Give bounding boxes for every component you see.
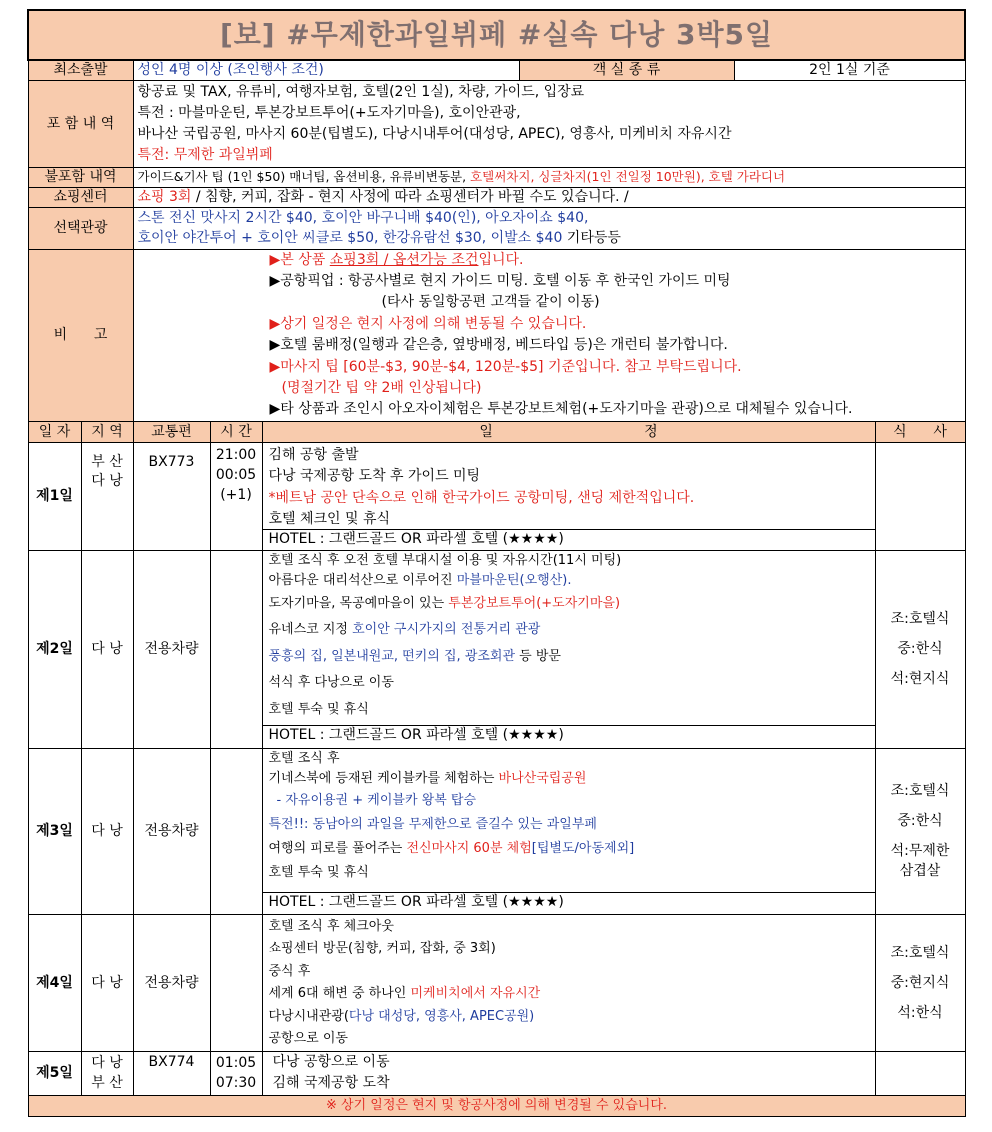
itinerary-line: 다낭 공항으로 이동	[272, 1054, 390, 1071]
remarks-line: ▶타 상품과 조인시 아오자이체험은 투본강보트체험(+도자기마을 관광)으로 대체될수 있습니다.	[269, 401, 853, 418]
meals-cell	[875, 914, 965, 1051]
included-label: 포 함 내 역	[28, 80, 133, 167]
time-cell	[210, 550, 262, 748]
options-tail: 기타등등	[562, 230, 621, 246]
itinerary-cell	[262, 1051, 875, 1095]
region-text: 다 낭	[91, 1055, 123, 1072]
hotel-line: HOTEL : 그랜드골드 OR 파라셀 호텔 (★★★★)	[263, 529, 875, 549]
col-header-itinerary: 일 정	[262, 421, 875, 442]
meal-lunch: 중:한식	[897, 641, 943, 658]
itinerary-cell	[262, 748, 875, 914]
hotel-line: HOTEL : 그랜드골드 OR 파라셀 호텔 (★★★★)	[263, 892, 875, 912]
included-special: 특전: 무제한 과일뷔페	[137, 146, 273, 163]
itinerary-line: 석식 후 다낭으로 이동	[268, 675, 394, 691]
itinerary-line: - 자유이용권 + 케이블카 왕복 탑승	[276, 792, 476, 808]
min-departure-label: 최소출발	[28, 60, 133, 80]
shopping-label: 쇼핑센터	[28, 187, 133, 207]
itinerary-highlight: 미케비치에서 자유시간	[410, 986, 541, 1002]
itinerary-line: 쇼핑센터 방문(침향, 커피, 잡화, 중 3회)	[268, 941, 496, 957]
meal-lunch: 중:한식	[897, 813, 943, 830]
itinerary-line: 다낭 국제공항 도착 후 가이드 미팅	[268, 468, 481, 485]
page-title: [보] #무제한과일뷔페 #실속 다낭 3박5일	[28, 10, 965, 60]
itinerary-line: *베트남 공안 단속으로 인해 한국가이드 공항미팅, 샌딩 제한적입니다.	[268, 489, 695, 506]
meals-cell	[875, 1051, 965, 1095]
remarks-line: ▶마사지 팁 [60분-$3, 90분-$4, 120분-$5] 기준입니다. 참고 부탁드립니다.	[269, 358, 742, 375]
itinerary-line: 호텔 조식 후 오전 호텔 부대시설 이용 및 자유시간(11시 미팅)	[268, 552, 622, 568]
included-line: 항공료 및 TAX, 유류비, 여행자보험, 호텔(2인 1실), 차량, 가이드, 입장료	[137, 83, 585, 100]
itinerary-line: 등 방문	[515, 648, 561, 664]
time-text: 07:30	[215, 1075, 257, 1092]
itinerary-sheet	[27, 9, 964, 1117]
day-label: 제5일	[28, 1051, 81, 1095]
remarks-line-underlined: 쇼핑3회 / 옵션가능 조건	[329, 251, 479, 268]
itinerary-line: 세계 6대 해변 중 하나인	[268, 986, 411, 1002]
included-line: 바나산 국립공원, 마사지 60분(팁별도), 다낭시내투어(대성당, APEC), 영흥사, 미케비치 자유시간	[137, 125, 732, 142]
time-text: 00:05	[215, 466, 257, 483]
itinerary-line: 여행의 피로를 풀어주는	[268, 840, 407, 856]
meal-breakfast: 조:호텔식	[890, 611, 950, 628]
col-header-meals: 식 사	[875, 421, 965, 442]
day-row	[28, 550, 965, 748]
day-row	[28, 748, 965, 914]
time-cell	[210, 1051, 262, 1095]
time-text: 21:00	[215, 446, 257, 463]
remarks-marker: ▶	[269, 251, 281, 268]
excluded-label: 불포함 내역	[28, 167, 133, 187]
day-row	[28, 1051, 965, 1095]
remarks-line: (타사 동일항공편 고객들 같이 이동)	[381, 294, 600, 311]
itinerary-line: 다낭시내관광(	[268, 1008, 349, 1024]
region-cell	[81, 1051, 133, 1095]
transport-text: 전용차량	[133, 914, 210, 1051]
region-text: 부 산	[91, 453, 123, 470]
itinerary-note: [팁별도/아동제외]	[531, 840, 635, 856]
day-row	[28, 442, 965, 550]
col-header-time: 시 간	[210, 421, 262, 442]
itinerary-highlight: 바나산국립공원	[498, 770, 587, 786]
footer-notice: ※ 상기 일정은 현지 및 항공사정에 의해 변경될 수 있습니다.	[28, 1095, 965, 1116]
itinerary-table	[27, 9, 966, 1117]
room-type-label: 객 실 종 류	[519, 60, 734, 80]
options-line: 호이안 야간투어 + 호이안 씨클로 $50, 한강유람선 $30, 이발소 $40	[137, 230, 563, 246]
hotel-line: HOTEL : 그랜드골드 OR 파라셀 호텔 (★★★★)	[263, 725, 875, 745]
day-label: 제2일	[28, 550, 81, 748]
itinerary-line: 김해 공항 출발	[268, 446, 359, 463]
room-type-value: 2인 1실 기준	[734, 60, 965, 80]
remarks-line: 입니다.	[478, 251, 524, 268]
itinerary-highlight: 마블마운틴(오행산).	[456, 572, 572, 588]
itinerary-cell	[262, 550, 875, 748]
itinerary-line: 아름다운 대리석산으로 이루어진	[268, 572, 457, 588]
itinerary-line: 중식 후	[268, 963, 311, 979]
col-header-region: 지 역	[81, 421, 133, 442]
region-text: 다 낭	[81, 748, 133, 914]
day-label: 제1일	[28, 442, 81, 550]
meals-cell	[875, 550, 965, 748]
itinerary-line: 도자기마을, 목공예마을이 있는	[268, 595, 449, 611]
min-departure-value: 성인 4명 이상 (조인행사 조건)	[133, 60, 519, 80]
transport-flight: BX773	[133, 442, 210, 550]
meal-dinner: 석:한식	[897, 1004, 943, 1021]
transport-text: 전용차량	[133, 550, 210, 748]
region-text: 다 낭	[81, 550, 133, 748]
itinerary-special: 특전!!: 동남아의 과일을 무제한으로 즐길수 있는 과일부페	[268, 816, 597, 832]
remarks-line: ▶호텔 룸배정(일행과 같은층, 옆방배정, 베드타입 등)은 개런티 불가합니다.	[269, 337, 728, 354]
itinerary-highlight: 풍흥의 집, 일본내원교, 떤키의 집, 광조회관	[268, 648, 516, 664]
itinerary-line: 호텔 조식 후 체크아웃	[268, 918, 394, 934]
itinerary-line: 호텔 체크인 및 휴식	[268, 511, 391, 528]
remarks-line: ▶상기 일정은 현지 사정에 의해 변동될 수 있습니다.	[269, 315, 587, 332]
itinerary-line: 호텔 조식 후	[268, 750, 340, 766]
meal-breakfast: 조:호텔식	[890, 944, 950, 961]
region-text: 다 낭	[81, 914, 133, 1051]
itinerary-line: 호텔 투숙 및 휴식	[268, 864, 369, 880]
col-header-day: 일 자	[28, 421, 81, 442]
col-header-transport: 교통편	[133, 421, 210, 442]
excluded-text: 가이드&기사 팁 (1인 $50) 매너팁, 옵션비용, 유류비변동분,	[137, 169, 471, 184]
meal-lunch: 중:현지식	[890, 974, 950, 991]
itinerary-line: 유네스코 지정	[268, 622, 353, 638]
options-line: 스톤 전신 맛사지 2시간 $40, 호이안 바구니배 $40(인), 아오자이쇼 $40,	[137, 210, 589, 226]
shopping-count: 쇼핑 3회	[137, 189, 192, 205]
region-text: 다 낭	[91, 472, 123, 489]
itinerary-cell	[262, 914, 875, 1051]
region-cell	[81, 442, 133, 550]
time-text: (+1)	[220, 486, 252, 503]
itinerary-highlight: 호이안 구시가지의 전통거리 관광	[352, 622, 541, 638]
remarks-line: (명절기간 팁 약 2배 인상됩니다)	[281, 379, 482, 396]
transport-text: 전용차량	[133, 748, 210, 914]
meal-dinner: 석:현지식	[890, 671, 950, 688]
time-cell	[210, 748, 262, 914]
itinerary-line: 기네스북에 등재된 케이블카를 체험하는	[268, 770, 499, 786]
options-label: 선택관광	[28, 207, 133, 249]
day-row	[28, 914, 965, 1051]
time-text: 01:05	[215, 1055, 257, 1072]
included-line: 특전 : 마블마운틴, 투본강보트투어(+도자기마을), 호이안관광,	[137, 104, 521, 121]
remarks-label: 비 고	[28, 249, 133, 421]
excluded-content	[133, 167, 965, 187]
itinerary-line: 공항으로 이동	[268, 1031, 348, 1047]
day-label: 제4일	[28, 914, 81, 1051]
remarks-content	[133, 249, 965, 421]
remarks-line: 본 상품	[280, 251, 330, 268]
time-cell	[210, 914, 262, 1051]
meal-dinner-detail: 삼겹살	[899, 863, 941, 880]
shopping-content	[133, 187, 965, 207]
meals-cell	[875, 748, 965, 914]
itinerary-cell	[262, 442, 875, 550]
region-text: 부 산	[91, 1075, 123, 1092]
excluded-surcharge-text: 호텔써차지, 싱글차지(1인 전일정 10만원), 호텔 가라디너	[470, 169, 786, 184]
meal-breakfast: 조:호텔식	[890, 783, 950, 800]
transport-flight: BX774	[133, 1051, 210, 1095]
included-content	[133, 80, 965, 167]
day-label: 제3일	[28, 748, 81, 914]
meal-dinner: 석:무제한	[890, 843, 950, 860]
itinerary-highlight: 투본강보트투어(+도자기마을)	[448, 595, 621, 611]
options-content	[133, 207, 965, 249]
remarks-line: ▶공항픽업 : 항공사별로 현지 가이드 미팅. 호텔 이동 후 한국인 가이드 미팅	[269, 272, 731, 289]
itinerary-highlight: 전신마사지 60분 체험	[406, 840, 532, 856]
shopping-text: / 침향, 커피, 잡화 - 현지 사정에 따라 쇼핑센터가 바뀔 수도 있습니다. /	[191, 189, 629, 205]
meals-cell	[875, 442, 965, 550]
itinerary-highlight: 다낭 대성당, 영흥사, APEC공원)	[348, 1008, 535, 1024]
itinerary-line: 호텔 투숙 및 휴식	[268, 701, 369, 717]
time-cell	[210, 442, 262, 550]
itinerary-line: 김해 국제공항 도착	[272, 1075, 390, 1092]
